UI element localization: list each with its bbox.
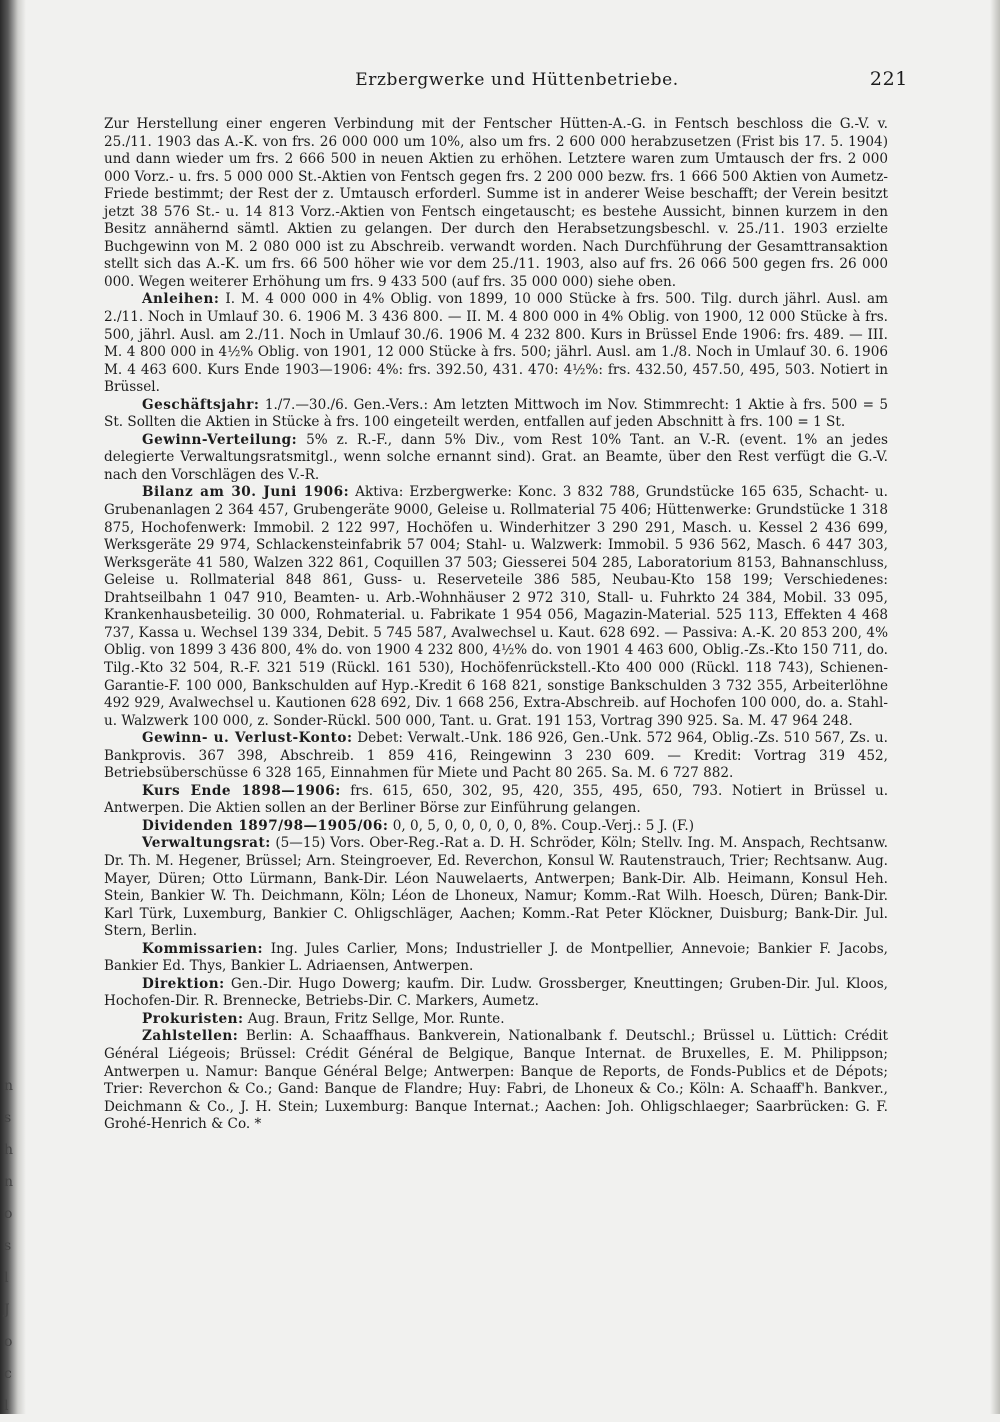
margin-letter: l [4,1270,9,1286]
paragraph-text: I. M. 4 000 000 in 4% Oblig. von 1899, 10 000 Stücke à frs. 500. Tilg. durch jährl. Ausl. am 2./11. Noch in Umlauf 30. 6. 1906 M. 3 436 800. — II. M. 4 800 000 in 4% Oblig. von 1900, 12 000 Stücke à frs. 500, jährl. Ausl. am 2./11. Noch in Umlauf 30./6. 1906 M. 4 232 800. Kurs in Brüssel Ende 1906: frs. 489. — III. M. 4 800 000 in 4½% Oblig. von 1901, 12 000 Stücke à frs. 500; jährl. Ausl. am 1./8. Noch in Umlauf 30. 6. 1906 M. 4 463 600. Kurs Ende 1903—1906: 4%: frs. 392.50, 431. 470: 4½%: frs. 432.50, 457.50, 495, 503. Notiert in Brüssel. [104,291,888,396]
paragraph-text: (5—15) Vors. Ober-Reg.-Rat a. D. H. Schröder, Köln; Stellv. Ing. M. Anspach, Rechtsanw. Dr. Th. M. Hegener, Brüssel; Arn. Steingroever, Ed. Reverchon, Konsul W. Rautenstrauch, Trier; Rechtsanw. Aug. Mayer, Düren; Otto Lürmann, Bank-Dir. Léon Nauwelaerts, Antwerpen; Bank-Dir. Alb. Heimann, Konsul Heh. Stein, Bankier W. Th. Deichmann, Köln; Léon de Lhoneux, Namur; Komm.-Rat Wilh. Hoesch, Düren; Bank-Dir. Karl Türk, Luxemburg, Bankier C. Ohligschläger, Aachen; Komm.-Rat Peter Klöckner, Duisburg; Bank-Dir. Jul. Stern, Berlin. [104,835,888,940]
paragraph-kommissarien [104,941,888,976]
section-heading: Verwaltungsrat: [142,835,271,852]
paragraph-dividenden [104,818,888,836]
paragraph-bilanz [104,484,888,730]
paragraph-text: Aug. Braun, Fritz Sellge, Mor. Runte. [247,1010,505,1027]
paragraph-anleihen [104,291,888,396]
paragraph-text: frs. 615, 650, 302, 95, 420, 355, 495, 650, 793. Notiert in Brüssel u. Antwerpen. Die Aktien sollen an der Berliner Börse zur Einführung gelangen. [104,782,889,817]
paragraph-gewinn-verlust [104,730,888,783]
page-body [104,116,888,1134]
margin-letter: c [4,1366,12,1382]
paragraph-text: Gen.-Dir. Hugo Dowerg; kaufm. Dir. Ludw. Grossberger, Kneuttingen; Gruben-Dir. Jul. Kloos, Hochofen-Dir. R. Brennecke, Betriebs-Dir. C. Markers, Aumetz. [104,975,888,1010]
paragraph-text: Debet: Verwalt.-Unk. 186 926, Gen.-Unk. 572 964, Oblig.-Zs. 510 567, Zs. u. Bankprovis. 367 398, Abschreib. 1 859 416, Reingewinn 3 230 609. — Kredit: Vortrag 319 452, Betriebsüberschüsse 6 328 165, Einnahmen für Miete und Pacht 80 265. Sa. M. 6 727 882. [104,730,889,782]
paragraph-verwaltungsrat [104,835,888,940]
margin-letter: s [4,1110,12,1126]
section-heading: Geschäftsjahr: [142,396,260,413]
margin-letter: J [4,1302,10,1318]
margin-letter: h [4,1142,14,1158]
paragraph-gewinn-verteilung [104,432,888,485]
paragraph-text: Berlin: A. Schaaffhaus. Bankverein, Nationalbank f. Deutschl.; Brüssel u. Lüttich: Crédit Général Liégeois; Brüssel: Crédit Général de Belgique, Banque Internat. de Bruxelles, E. M. Philippson; Antwerpen u. Namur: Banque Général Belge; Antwerpen: Banque de Reports, de Fonds-Publics et de Dépots; Trier: Reverchon & Co.; Gand: Banque de Flandre; Huy: Fabri, de Lhoneux & Co.; Köln: A. Schaaff'h. Bankver., Deichmann & Co., J. H. Stein; Luxemburg: Banque Internat.; Aachen: Joh. Ohligschlaeger; Saarbrücken: G. F. Grohé-Henrich & Co. * [104,1028,888,1133]
section-heading: Gewinn- u. Verlust-Konto: [142,730,353,747]
paragraph-text: 0, 0, 5, 0, 0, 0, 0, 0, 8%. Coup.-Verj.: 5 J. (F.) [392,817,694,834]
margin-letter: l [4,1398,9,1414]
section-heading: Prokuristen: [142,1010,244,1027]
paragraph-zahlstellen [104,1028,888,1133]
section-heading: Bilanz am 30. Juni 1906: [142,484,350,501]
paragraph-kurs [104,783,888,818]
section-heading: Kommissarien: [142,940,264,957]
section-heading: Direktion: [142,975,225,992]
section-heading: Zahlstellen: [142,1028,239,1045]
margin-letter: s [4,1238,12,1254]
paragraph-text: Aktiva: Erzbergwerke: Konc. 3 832 788, Grundstücke 165 635, Schacht- u. Grubenanlagen 2 364 457, Grubengeräte 9000, Geleise u. Rollmaterial 75 406; Hüttenwerke: Grundstücke 1 318 875, Hochofenwerk: Immobil. 2 122 997, Hochöfen u. Winderhitzer 3 290 291, Masch. u. Kessel 2 436 699, Werksgeräte 29 974, Schlackensteinfabrik 57 004; Stahl- u. Walzwerk: Immobil. 5 936 562, Masch. 6 447 303, Werksgeräte 41 580, Walzen 322 861, Coquillen 37 503; Giesserei 504 285, Laboratorium 8153, Bahnanschluss, Geleise u. Rollmaterial 848 861, Guss- u. Reserveteile 386 585, Neubau-Kto 158 199; Verschiedenes: Drahtseilbahn 1 047 910, Beamten- u. Arb.-Wohnhäuser 2 972 310, Stall- u. Fuhrkto 24 384, Mobil. 33 095, Krankenhausbeteilig. 30 000, Rohmaterial. u. Fabrikate 1 954 056, Magazin-Material. 525 113, Effekten 4 468 737, Kassa u. Wechsel 139 334, Debit. 5 745 587, Avalwechsel u. Kaut. 628 692. — Passiva: A.-K. 20 853 200, 4% Oblig. von 1899 3 436 800, 4% do. von 1900 4 232 800, 4½% do. von 1901 4 463 600, Oblig.-Zs.-Kto 150 711, do. Tilg.-Kto 32 504, R.-F. 321 519 (Rückl. 161 530), Hochöfenrückstell.-Kto 400 000 (Rückl. 118 743), Schienen-Garantie-F. 100 000, Bankschulden auf Hyp.-Kredit 6 168 821, sonstige Bankschulden 3 732 355, Arbeiterlöhne 492 929, Avalwechsel u. Kautionen 628 692, Div. 1 668 256, Extra-Abschreib. auf Hochofen 100 000, do. a. Stahl- u. Walzwerk 100 000, z. Sonder-Rückl. 500 000, Tant. u. Grat. 191 153, Vortrag 390 925. Sa. M. 47 964 248. [104,484,889,729]
paragraph-prokuristen [104,1011,888,1029]
paragraph-text: Ing. Jules Carlier, Mons; Industrieller J. de Montpellier, Annevoie; Bankier F. Jacobs, Bankier Ed. Thys, Bankier L. Adriaensen, Antwerpen. [104,940,888,975]
page-number: 221 [869,68,908,90]
scan-right-edge [990,0,1000,1414]
section-heading: Dividenden 1897/98—1905/06: [142,817,389,834]
running-title: Erzbergwerke und Hüttenbetriebe. [355,70,679,90]
paragraph-geschaeftsjahr [104,397,888,432]
section-heading: Anleihen: [142,291,220,308]
paragraph-text: 5% z. R.-F., dann 5% Div., vom Rest 10% Tant. an V.-R. (event. 1% an jedes delegierte Verwaltungsratsmitgl., wenn solche ernannt sind). Grat. an Beamte, über den Rest verfügt die G.-V. nach den Vorschlägen des V.-R. [104,431,888,483]
margin-letter: n [4,1174,14,1190]
paragraph-text: 1./7.—30./6. Gen.-Vers.: Am letzten Mittwoch im Nov. Stimmrecht: 1 Aktie à frs. 500 = 5 St. Sollten die Aktien in Stücke à frs. 100 eingeteilt werden, entfallen auf jeden Abschnitt à frs. 100 = 1 St. [104,396,888,431]
paragraph-text: Zur Herstellung einer engeren Verbindung mit der Fentscher Hütten-A.-G. in Fentsch beschloss die G.-V. v. 25./11. 1903 das A.-K. von frs. 26 000 000 um 10%, also um frs. 2 600 000 herabzusetzen (Frist bis 17. 5. 1904) und dann wieder um frs. 2 666 500 in neuen Aktien zu erhöhen. Letztere waren zum Umtausch der frs. 2 000 000 Vorz.- u. frs. 5 000 000 St.-Aktien von Fentsch gegen frs. 2 200 000 bezw. frs. 1 666 500 Aktien von Aumetz-Friede bestimmt; der Rest der z. Umtausch erforderl. Summe ist in anderer Weise beschafft; der Verein besitzt jetzt 38 576 St.- u. 14 813 Vorz.-Aktien von Fentsch eingetauscht; es bestehe Aussicht, binnen kurzem in den Besitz annähernd sämtl. Aktien zu gelangen. Der durch den Herabsetzungsbeschl. v. 25./11. 1903 erzielte Buchgewinn von M. 2 080 000 ist zu Abschreib. verwandt worden. Nach Durchführung der Gesamttransaktion stellt sich das A.-K. um frs. 66 500 höher wie vor dem 25./11. 1903, also auf frs. 26 066 500 gegen frs. 26 000 000. Wegen weiterer Erhöhung um frs. 9 433 500 (auf frs. 35 000 000) siehe oben. [104,116,888,290]
margin-letter: o [4,1206,13,1222]
paragraph-direktion [104,976,888,1011]
section-heading: Kurs Ende 1898—1906: [142,782,341,799]
paragraph-intro [104,116,888,291]
section-heading: Gewinn-Verteilung: [142,431,298,448]
margin-letter: n [4,1078,14,1094]
margin-letter: o [4,1334,13,1350]
page-header [104,68,908,98]
margin-letters [4,1070,18,1422]
